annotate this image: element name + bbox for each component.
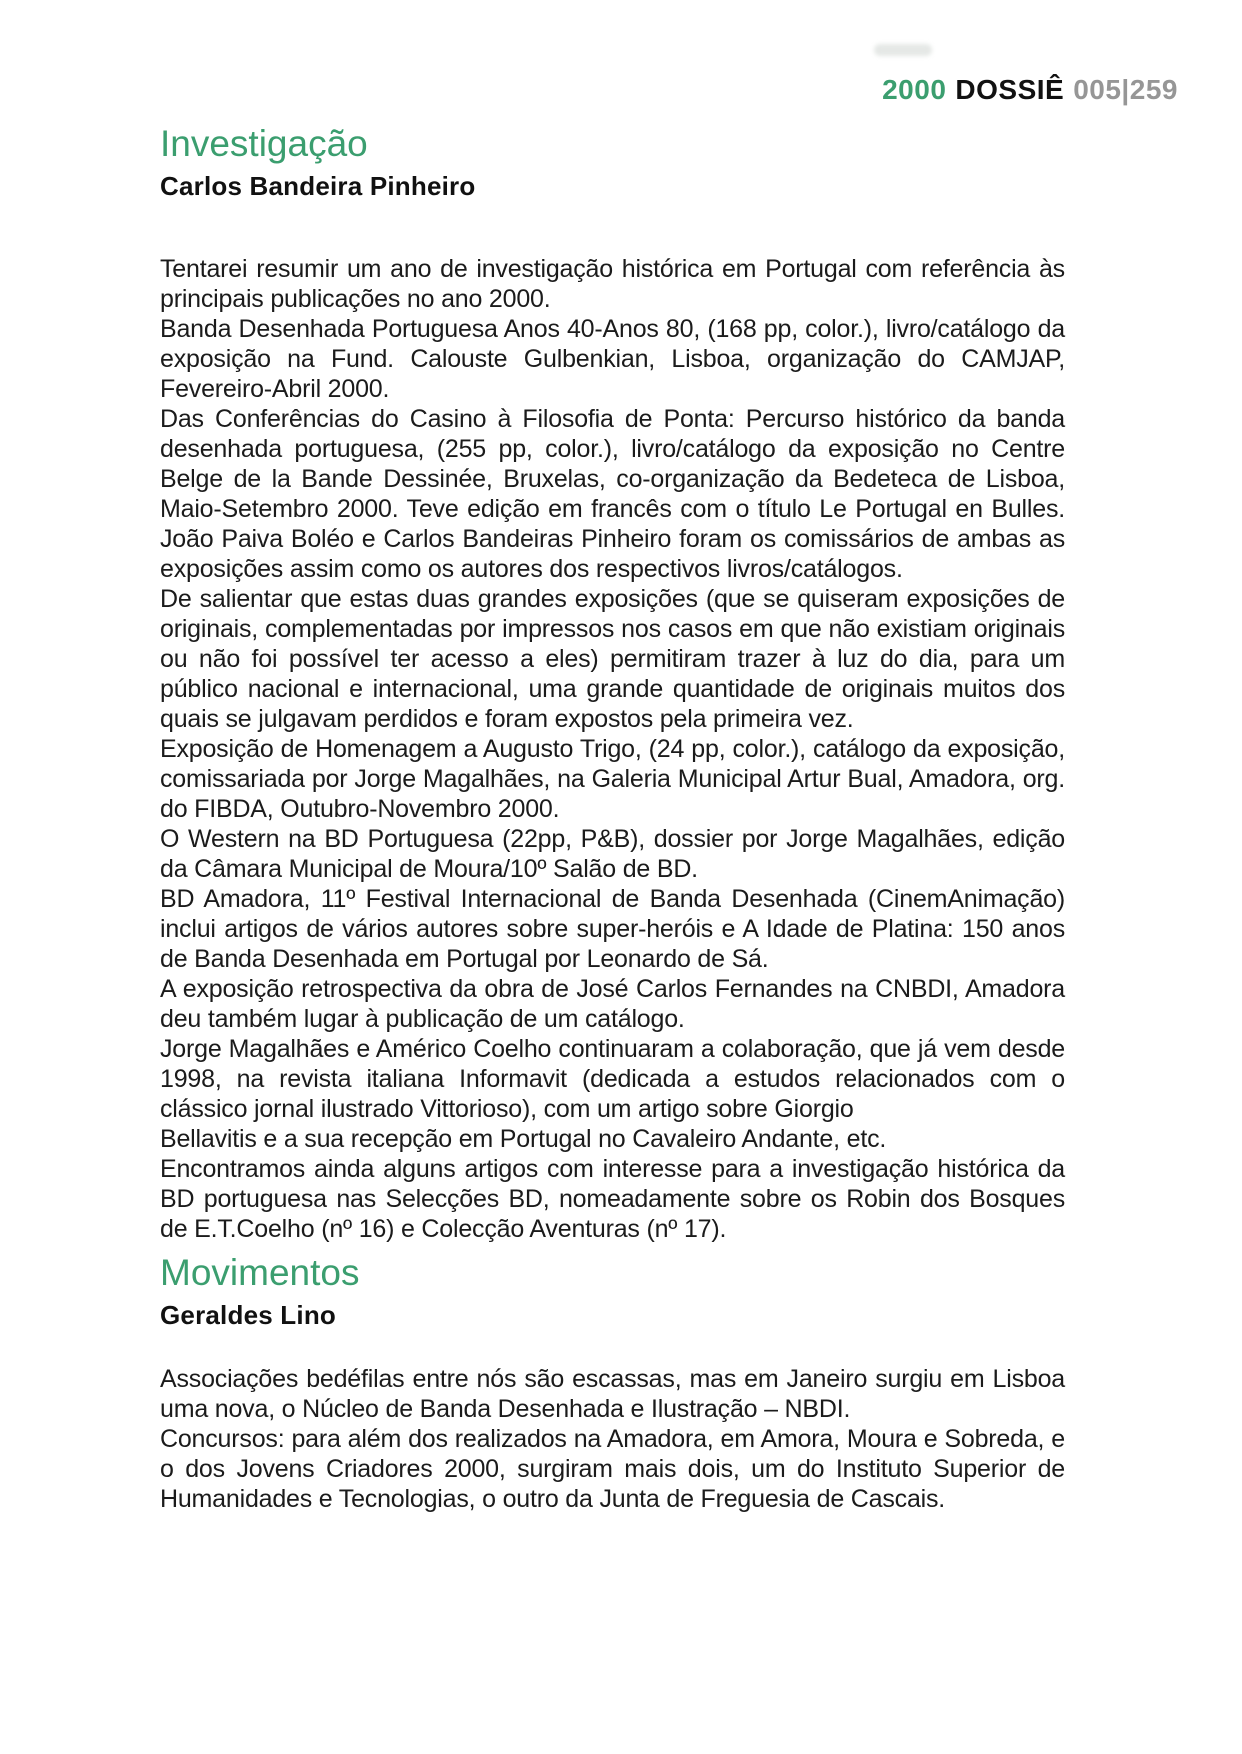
paragraph: De salientar que estas duas grandes exposições (que se quiseram exposições de originais, complementadas por impressos nos casos em que não existiam originais ou não foi possível ter acesso a eles) permitiram trazer à luz do dia, para um público nacional e internacional, uma grande quantidade de originais muitos dos quais se julgavam perdidos e foram expostos pela primeira vez. (160, 585, 1065, 733)
section-movimentos (160, 1253, 1065, 1514)
section-body-movimentos (160, 1364, 1065, 1514)
paragraph: Associações bedéfilas entre nós são escassas, mas em Janeiro surgiu em Lisboa uma nova, o Núcleo de Banda Desenhada e Ilustração – NBDI. (160, 1365, 1065, 1423)
paragraph: Tentarei resumir um ano de investigação histórica em Portugal com referência às principais publicações no ano 2000. (160, 255, 1065, 313)
paragraph: A exposição retrospectiva da obra de José Carlos Fernandes na CNBDI, Amadora deu também lugar à publicação de um catálogo. (160, 975, 1065, 1033)
paragraph: BD Amadora, 11º Festival Internacional de Banda Desenhada (CinemAnimação) inclui artigos de vários autores sobre super-heróis e A Idade de Platina: 150 anos de Banda Desenhada em Portugal por Leonardo de Sá. (160, 885, 1065, 973)
header-page-number: 005|259 (1073, 74, 1178, 105)
paragraph: Encontramos ainda alguns artigos com interesse para a investigação histórica da BD portuguesa nas Selecções BD, nomeadamente sobre os Robin dos Bosques de E.T.Coelho (nº 16) e Colecção Aventuras (nº 17). (160, 1155, 1065, 1243)
paragraph: O Western na BD Portuguesa (22pp, P&B), dossier por Jorge Magalhães, edição da Câmara Municipal de Moura/10º Salão de BD. (160, 825, 1065, 883)
paragraph: Banda Desenhada Portuguesa Anos 40-Anos 80, (168 pp, color.), livro/catálogo da exposição na Fund. Calouste Gulbenkian, Lisboa, organização do CAMJAP, Fevereiro-Abril 2000. (160, 315, 1065, 403)
paragraph: Jorge Magalhães e Américo Coelho continuaram a colaboração, que já vem desde 1998, na revista italiana Informavit (dedicada a estudos relacionados com o clássico jornal ilustrado Vittorioso), com um artigo sobre Giorgio (160, 1035, 1065, 1123)
paragraph: Das Conferências do Casino à Filosofia de Ponta: Percurso histórico da banda desenhada portuguesa, (255 pp, color.), livro/catálogo da exposição no Centre Belge de la Bande Dessinée, Bruxelas, co-organização da Bedeteca de Lisboa, Maio-Setembro 2000. Teve edição em francês com o título Le Portugal en Bulles. João Paiva Boléo e Carlos Bandeiras Pinheiro foram os comissários de ambas as exposições assim como os autores dos respectivos livros/catálogos. (160, 405, 1065, 583)
section-body-investigacao (160, 254, 1065, 1244)
section-author-movimentos: Geraldes Lino (160, 1300, 336, 1330)
header-dossier-label: DOSSIÊ (955, 74, 1065, 105)
paragraph: Exposição de Homenagem a Augusto Trigo, (24 pp, color.), catálogo da exposição, comissariada por Jorge Magalhães, na Galeria Municipal Artur Bual, Amadora, org. do FIBDA, Outubro-Novembro 2000. (160, 735, 1065, 823)
paragraph: Bellavitis e a sua recepção em Portugal no Cavaleiro Andante, etc. (160, 1125, 887, 1153)
section-title-movimentos: Movimentos (160, 1252, 360, 1293)
section-title-investigacao: Investigação (160, 123, 368, 164)
section-author-investigacao: Carlos Bandeira Pinheiro (160, 171, 476, 201)
section-investigacao (160, 0, 1065, 1244)
header-year: 2000 (882, 74, 947, 105)
paragraph: Concursos: para além dos realizados na Amadora, em Amora, Moura e Sobreda, e o dos Jovens Criadores 2000, surgiram mais dois, um do Instituto Superior de Humanidades e Tecnologias, o outro da Junta de Freguesia de Cascais. (160, 1425, 1065, 1513)
